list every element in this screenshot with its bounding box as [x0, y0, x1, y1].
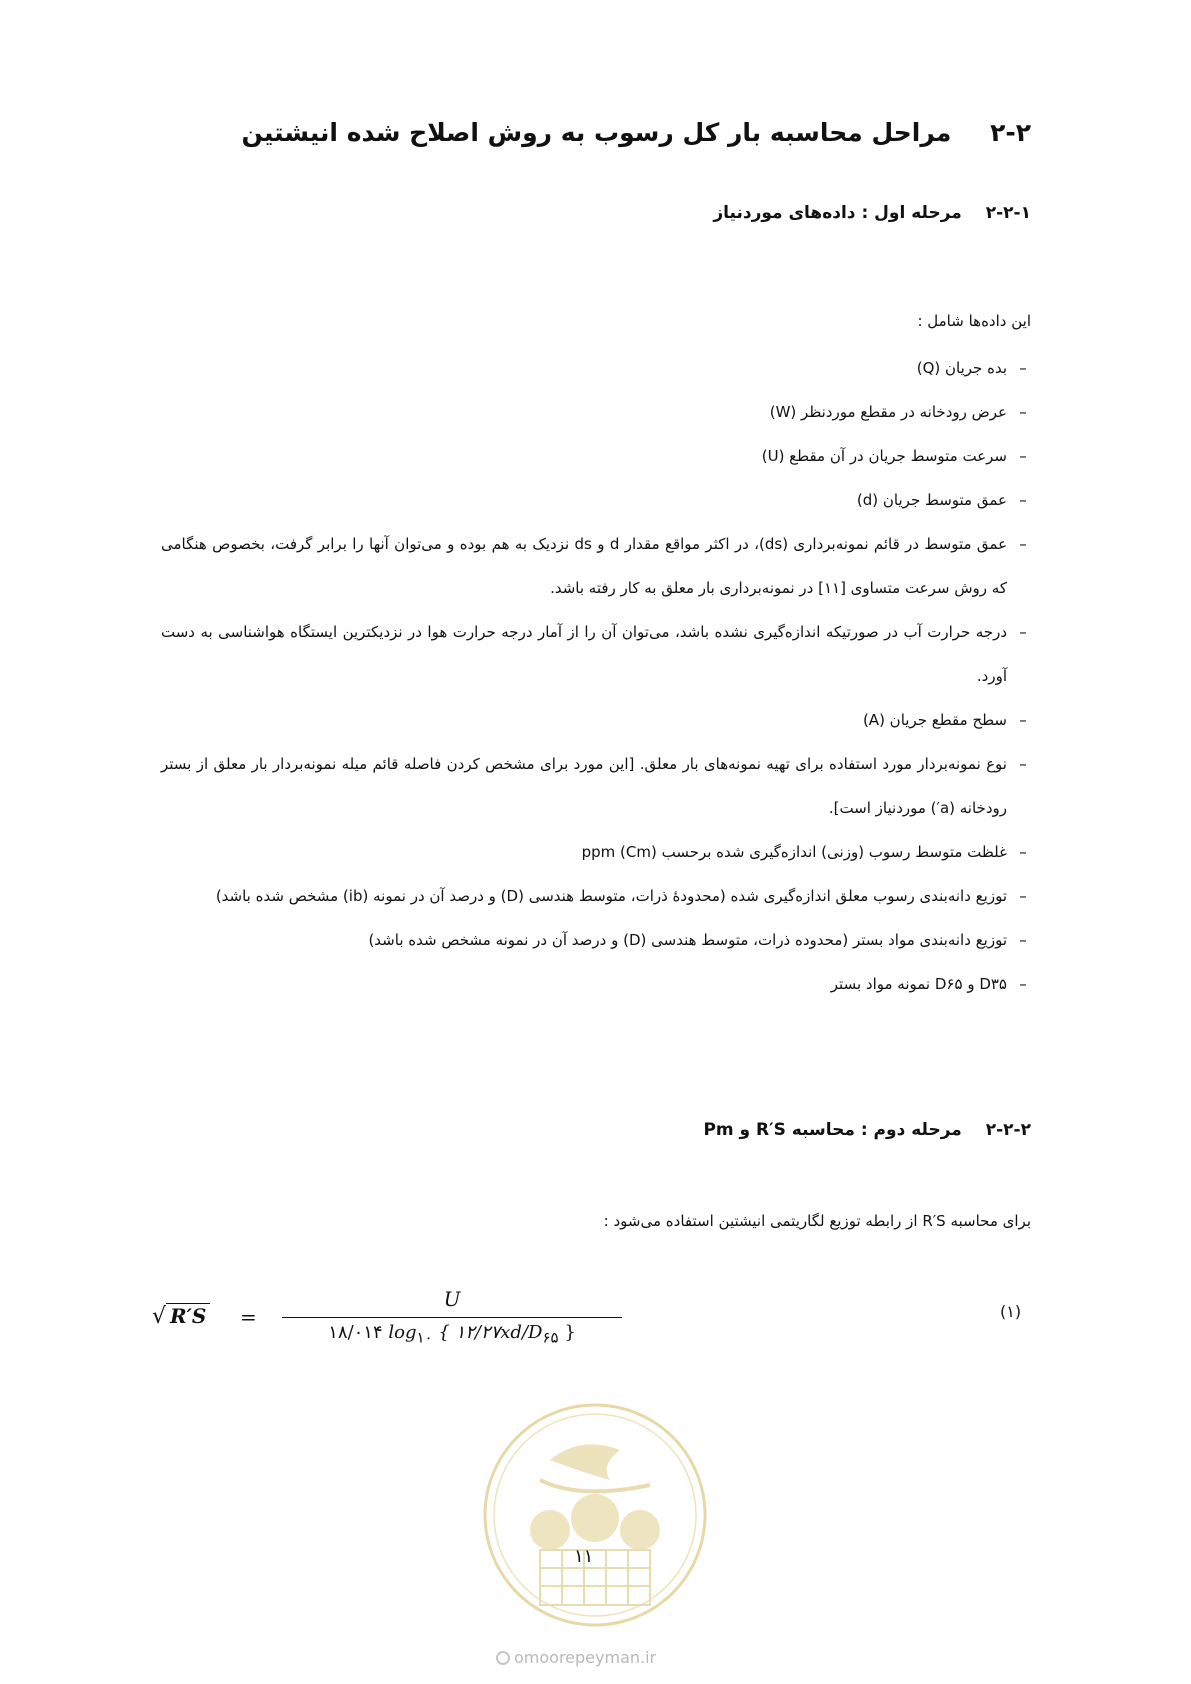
- subsection-heading-step1: [713, 203, 1031, 223]
- page-number: ۱۱: [574, 1546, 594, 1567]
- list-item: – توزیع دانه‌بندی مواد بستر (محدوده ذرات، متوسط هندسی (D) و درصد آن در نمونه مشخص شده باشد): [368, 931, 1027, 949]
- equation-intro-text: برای محاسبه R′S از رابطه توزیع لگاریتمی انیشتین استفاده می‌شود :: [603, 1212, 1031, 1230]
- equation-number: (۱): [1000, 1302, 1022, 1321]
- fraction: [282, 1283, 622, 1347]
- list-item: – درجه حرارت آب در صورتیکه اندازه‌گیری نشده باشد، می‌توان آن را از آمار درجه حرارت هوا در نزدیکترین ایستگاه هواشناسی به دست آورد.: [161, 623, 1027, 685]
- section-heading: [241, 118, 1031, 147]
- list-item: – توزیع دانه‌بندی رسوب معلق اندازه‌گیری شده (محدودهٔ ذرات، متوسط هندسی (D) و درصد آن در نمونه (ib) مشخص شده باشد): [215, 887, 1027, 905]
- den-close: }: [564, 1322, 576, 1343]
- list-item: – بده جریان (Q): [916, 359, 1027, 377]
- subsection-number: ۲-۲-۱: [985, 203, 1031, 223]
- den-argument-sub: ۶۵: [542, 1328, 559, 1347]
- list-item: – عرض رودخانه در مقطع موردنظر (W): [769, 403, 1027, 421]
- subsection-heading-step2: [703, 1120, 1031, 1140]
- list-item: – عمق متوسط در قائم نمونه‌برداری (ds)، در اکثر مواقع مقدار d و ds نزدیک به هم بوده و می‌توان آنها را برابر گرفت، بخصوص هنگامی که روش سرعت متساوی [۱۱] در نمونه‌برداری بار معلق به کار رفته باشد.: [161, 535, 1027, 597]
- data-list: [161, 346, 1031, 1006]
- den-argument: { ۱۲/۲۷xd/D: [438, 1322, 543, 1343]
- denominator: [282, 1322, 622, 1347]
- fraction-bar: [282, 1317, 622, 1318]
- den-log: log: [388, 1322, 417, 1343]
- sqrt-icon: √: [152, 1304, 167, 1329]
- equation-lhs: [152, 1303, 210, 1329]
- watermark-url: omoorepeyman.ir: [496, 1648, 656, 1667]
- subsection-title: مرحله اول : داده‌های موردنیاز: [713, 203, 962, 223]
- equals-sign: =: [240, 1305, 257, 1329]
- subsection-title: مرحله دوم : محاسبه R′S و Pm: [703, 1120, 962, 1140]
- list-item: – سطح مقطع جریان (A): [862, 711, 1027, 729]
- at-icon: [496, 1651, 510, 1665]
- list-item: – سرعت متوسط جریان در آن مقطع (U): [761, 447, 1027, 465]
- list-item: – D۳۵ و D۶۵ نمونه مواد بستر: [830, 975, 1027, 993]
- list-item: – عمق متوسط جریان (d): [856, 491, 1027, 509]
- watermark-seal-logo: [480, 1400, 710, 1630]
- list-item: – نوع نمونه‌بردار مورد استفاده برای تهیه نمونه‌های بار معلق. [این مورد برای مشخص کردن فاصله قائم میله نمونه‌بردار بار معلق از بستر رودخانه (a′) موردنیاز است].: [161, 755, 1027, 817]
- den-log-base: ۱۰: [416, 1328, 433, 1347]
- radicand: R′S: [166, 1303, 210, 1328]
- section-title: مراحل محاسبه بار کل رسوب به روش اصلاح شده انیشتین: [241, 118, 952, 147]
- intro-text: این داده‌ها شامل :: [917, 312, 1031, 330]
- list-item: – غلظت متوسط رسوب (وزنی) اندازه‌گیری شده برحسب ppm (Cm): [581, 843, 1027, 861]
- subsection-number: ۲-۲-۲: [985, 1120, 1031, 1140]
- equation-1: [152, 1283, 622, 1363]
- den-coefficient: ۱۸/۰۱۴: [328, 1322, 383, 1343]
- section-number: ۲-۲: [990, 118, 1031, 147]
- numerator: U: [443, 1287, 461, 1311]
